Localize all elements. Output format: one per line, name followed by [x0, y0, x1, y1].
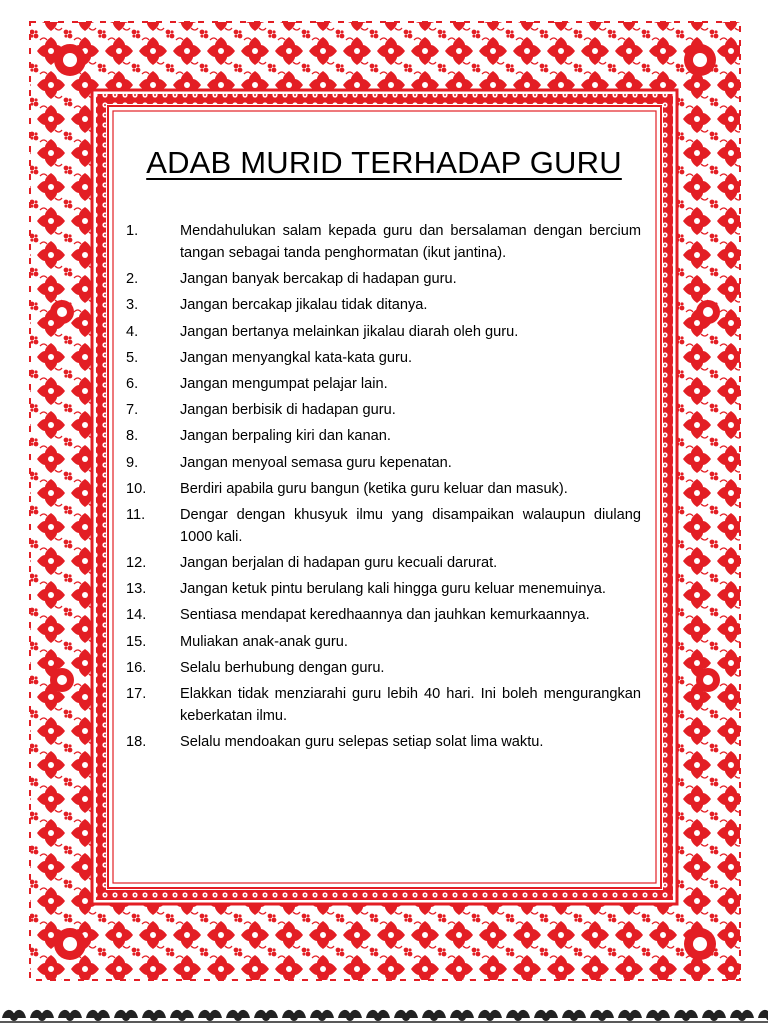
item-text: Muliakan anak-anak guru. — [180, 633, 348, 650]
item-number: 7. — [126, 402, 139, 419]
list-item — [126, 321, 641, 343]
item-text: Jangan menyoal semasa guru kepenatan. — [180, 454, 452, 471]
item-text: Jangan mengumpat pelajar lain. — [180, 375, 388, 392]
item-number: 8. — [126, 428, 139, 445]
rules-list — [126, 220, 641, 757]
item-text: Jangan bertanya melainkan jikalau diarah oleh guru. — [180, 323, 519, 340]
list-item — [126, 552, 641, 574]
item-text: Jangan berpaling kiri dan kanan. — [180, 428, 391, 445]
list-item — [126, 373, 641, 395]
item-text: Berdiri apabila guru bangun (ketika guru keluar dan masuk). — [180, 480, 568, 497]
list-item — [126, 268, 641, 290]
list-item — [126, 578, 641, 600]
item-text: Jangan menyangkal kata-kata guru. — [180, 349, 413, 366]
list-item — [126, 657, 641, 679]
item-text: Dengar dengan khusyuk ilmu yang disampaikan walaupun diulang 1000 kali. — [180, 506, 641, 545]
list-item — [126, 399, 641, 421]
list-item — [126, 452, 641, 474]
item-number: 17. — [126, 686, 147, 702]
list-item — [126, 504, 641, 548]
item-text: Jangan ketuk pintu berulang kali hingga guru keluar menemuinya. — [180, 581, 606, 598]
item-number: 3. — [126, 297, 139, 314]
item-number: 10. — [126, 480, 147, 497]
item-number: 4. — [126, 323, 139, 340]
bottom-ornament-icon — [0, 1004, 768, 1024]
list-item — [126, 347, 641, 369]
item-text: Selalu berhubung dengan guru. — [180, 659, 385, 676]
item-text: Mendahulukan salam kepada guru dan bersalaman dengan bercium tangan sebagai tanda penghormatan (ikut jantina). — [180, 223, 641, 261]
list-item — [126, 731, 641, 753]
list-item — [126, 683, 641, 727]
item-number: 2. — [126, 271, 139, 288]
item-number: 11. — [126, 506, 146, 523]
item-number: 5. — [126, 349, 139, 366]
item-number: 6. — [126, 375, 139, 392]
item-text: Elakkan tidak menziarahi guru lebih 40 hari. Ini boleh mengurangkan keberkatan ilmu. — [180, 686, 641, 724]
list-item — [126, 425, 641, 447]
item-number: 14. — [126, 607, 147, 624]
item-number: 13. — [126, 581, 147, 598]
list-item — [126, 220, 641, 264]
list-item — [126, 478, 641, 500]
item-text: Jangan berjalan di hadapan guru kecuali darurat. — [180, 555, 498, 572]
item-number: 1. — [126, 223, 139, 239]
list-item — [126, 631, 641, 653]
item-text: Jangan bercakap jikalau tidak ditanya. — [180, 297, 428, 314]
list-item — [126, 604, 641, 626]
item-text: Jangan berbisik di hadapan guru. — [180, 402, 396, 419]
item-number: 18. — [126, 734, 147, 751]
item-number: 16. — [126, 659, 147, 676]
list-item — [126, 294, 641, 316]
item-number: 12. — [126, 555, 147, 572]
item-text: Selalu mendoakan guru selepas setiap solat lima waktu. — [180, 734, 544, 751]
item-number: 15. — [126, 633, 147, 650]
item-text: Sentiasa mendapat keredhaannya dan jauhkan kemurkaannya. — [180, 607, 590, 624]
item-number: 9. — [126, 454, 139, 471]
item-text: Jangan banyak bercakap di hadapan guru. — [180, 271, 457, 288]
page-title: ADAB MURID TERHADAP GURU — [146, 145, 622, 180]
